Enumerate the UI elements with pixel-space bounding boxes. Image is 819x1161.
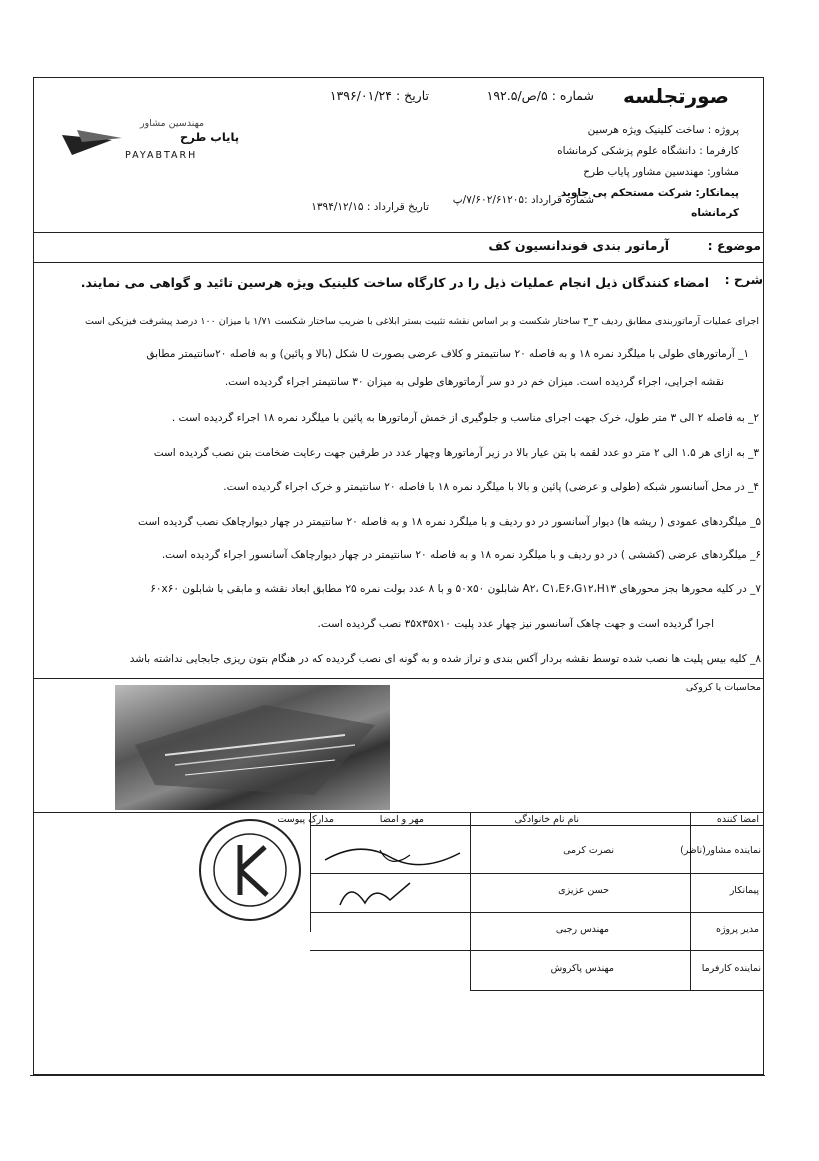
table-header-signer: امضا کننده: [716, 814, 759, 825]
table-col-divider: [690, 812, 691, 990]
table-row-line: [470, 990, 764, 991]
employer-line: کارفرما : دانشگاه علوم پزشکی کرمانشاه: [557, 145, 739, 157]
description-item: ۸_ کلیه بیس پلیت ها نصب شده توسط نقشه بردار آکس بندی و تراز شده و به گونه ای نصب گردیده که در هنگام بتون ریزی جابجایی نداشته باشد: [129, 653, 761, 665]
document-title: صورتجلسه: [623, 84, 729, 108]
table-top-line: [33, 812, 764, 813]
description-item: ۴_ در محل آسانسور شبکه (طولی و عرضی) پائین و بالا با میلگرد نمره ۱۸ با فاصله ۲۰ سانتیمتر و خرک اجراء گردیده است.: [223, 481, 759, 493]
description-item: ۱_ آرماتورهای طولی با میلگرد نمره ۱۸ و به فاصله ۲۰ سانتیمتر و کلاف عرضی بصورت U شکل (بالا و پائین) و به فاصله ۲۰سانتیمتر مطابق: [146, 348, 749, 360]
document-number: شماره : ۵/ص/۱۹۲.۵: [486, 88, 594, 103]
contractor-line: پیمانکار: شرکت مستحکم پی جاوید: [560, 187, 739, 199]
contract-number: شماره قرارداد :۷/۶۰۲/۶۱۲۰۵/پ: [452, 194, 594, 206]
table-col-divider: [310, 812, 311, 932]
description-item: ۷_ در کلیه محورها بجز محورهای A۲، C۱،E۶،G۱۲،H۱۳ شابلون ۵۰x۵۰ و با ۸ عدد بولت نمره ۲۵ مطابق ابعاد نقشه و مابقی با شابلون ۶۰x۶۰: [150, 583, 761, 595]
sketch-divider: [33, 678, 764, 679]
description-item: نقشه اجرایی، اجراء گردیده است. میزان خم در دو سر آرماتورهای طولی به میزان ۳۰ سانتیمتر اجراء گردیده است.: [224, 376, 724, 388]
document-frame: [33, 77, 764, 1075]
sketch-label: محاسبات یا کروکی: [685, 682, 761, 693]
table-row-role: نماینده مشاور(ناظر): [680, 845, 761, 856]
table-row-line: [310, 950, 764, 951]
description-item: ۶_ میلگردهای عرضی (کششی ) در دو ردیف و با میلگرد نمره ۱۸ و به فاصله ۲۰ سانتیمتر در چهار دیوارچاهک آسانسور اجراء گردیده است.: [161, 549, 761, 561]
subject-text: آرماتور بندی فوندانسیون کف: [488, 238, 669, 253]
table-row-name: نصرت کرمی: [563, 845, 614, 856]
header-divider: [33, 232, 764, 233]
company-seal: [195, 815, 305, 925]
table-row-name: مهندس پاکروش: [550, 963, 614, 974]
description-item: اجرا گردیده است و جهت چاهک آسانسور نیز چهار عدد پلیت ۳۵x۳۵x۱۰ نصب گردیده است.: [317, 618, 714, 630]
description-item: ۵_ میلگردهای عمودی ( ریشه ها) دیوار آسانسور در دو ردیف و با میلگرد نمره ۱۸ و به فاصله ۲۰ سانتیمتر در چهار دیوارچاهک نصب گردیده است: [138, 516, 761, 528]
table-row-role: مدیر پروژه: [715, 924, 759, 935]
logo-subtitle: مهندسین مشاور: [140, 118, 205, 129]
table-header-name: نام نام خانوادگی: [514, 814, 579, 825]
consultant-line: مشاور: مهندسین مشاور پایاب طرح: [583, 166, 739, 178]
site-photo: [115, 685, 390, 810]
description-label: شرح :: [724, 272, 763, 287]
signature-contractor: [330, 875, 420, 919]
contractor-city: کرمانشاه: [691, 207, 739, 219]
subject-divider: [33, 262, 764, 263]
table-row-role: نماینده کارفرما: [701, 963, 761, 974]
table-header-line: [310, 825, 764, 826]
table-col-divider: [470, 812, 471, 990]
description-intro: امضاء کنندگان ذیل انجام عملیات ذیل را در کارگاه ساخت کلینیک ویژه هرسین تائید و گواهی می نمایند.: [80, 275, 709, 290]
document-date: تاریخ : ۱۳۹۶/۰۱/۲۴: [329, 88, 429, 103]
bottom-line: [30, 1075, 765, 1076]
table-row-name: حسن عزیزی: [558, 885, 609, 896]
signature-consultant: [320, 835, 470, 879]
description-item: ۲_ به فاصله ۲ الی ۳ متر طول، خرک جهت اجرای مناسب و جلوگیری از خمش آرماتورها به پائین با میلگرد نمره ۱۸ اجراء گردیده است .: [171, 412, 759, 424]
subject-label: موضوع :: [707, 238, 761, 253]
description-note: اجرای عملیات آرماتوربندی مطابق ردیف ۳_۳ ساختار شکست و بر اساس نقشه تثبیت بستر ابلاغی با ضریب ساختار شکست ۱/۷۱ با میزان ۱۰۰ درصد پیشرفت فیزیکی است: [84, 316, 759, 327]
table-header-seal: مهر و امضا: [379, 814, 424, 825]
description-item: ۳_ به ازای هر ۱.۵ الی ۲ متر دو عدد لقمه با بتن عیار بالا در زیر آرماتورها وچهار عدد در طرفین جهت رعایت ضخامت بتن نصب گردیده است: [153, 447, 759, 459]
logo-latin-text: PAYABTARH: [125, 150, 198, 161]
project-line: پروژه : ساخت کلینیک ویژه هرسین: [587, 124, 739, 136]
table-header-attachments: مدارک پیوست: [277, 814, 334, 825]
contract-date: تاریخ قرارداد : ۱۳۹۴/۱۲/۱۵: [311, 201, 429, 213]
table-row-name: مهندس رجبی: [555, 924, 609, 935]
logo-persian-text: پایاب طرح: [180, 130, 240, 144]
table-row-role: پیمانکار: [729, 885, 759, 896]
